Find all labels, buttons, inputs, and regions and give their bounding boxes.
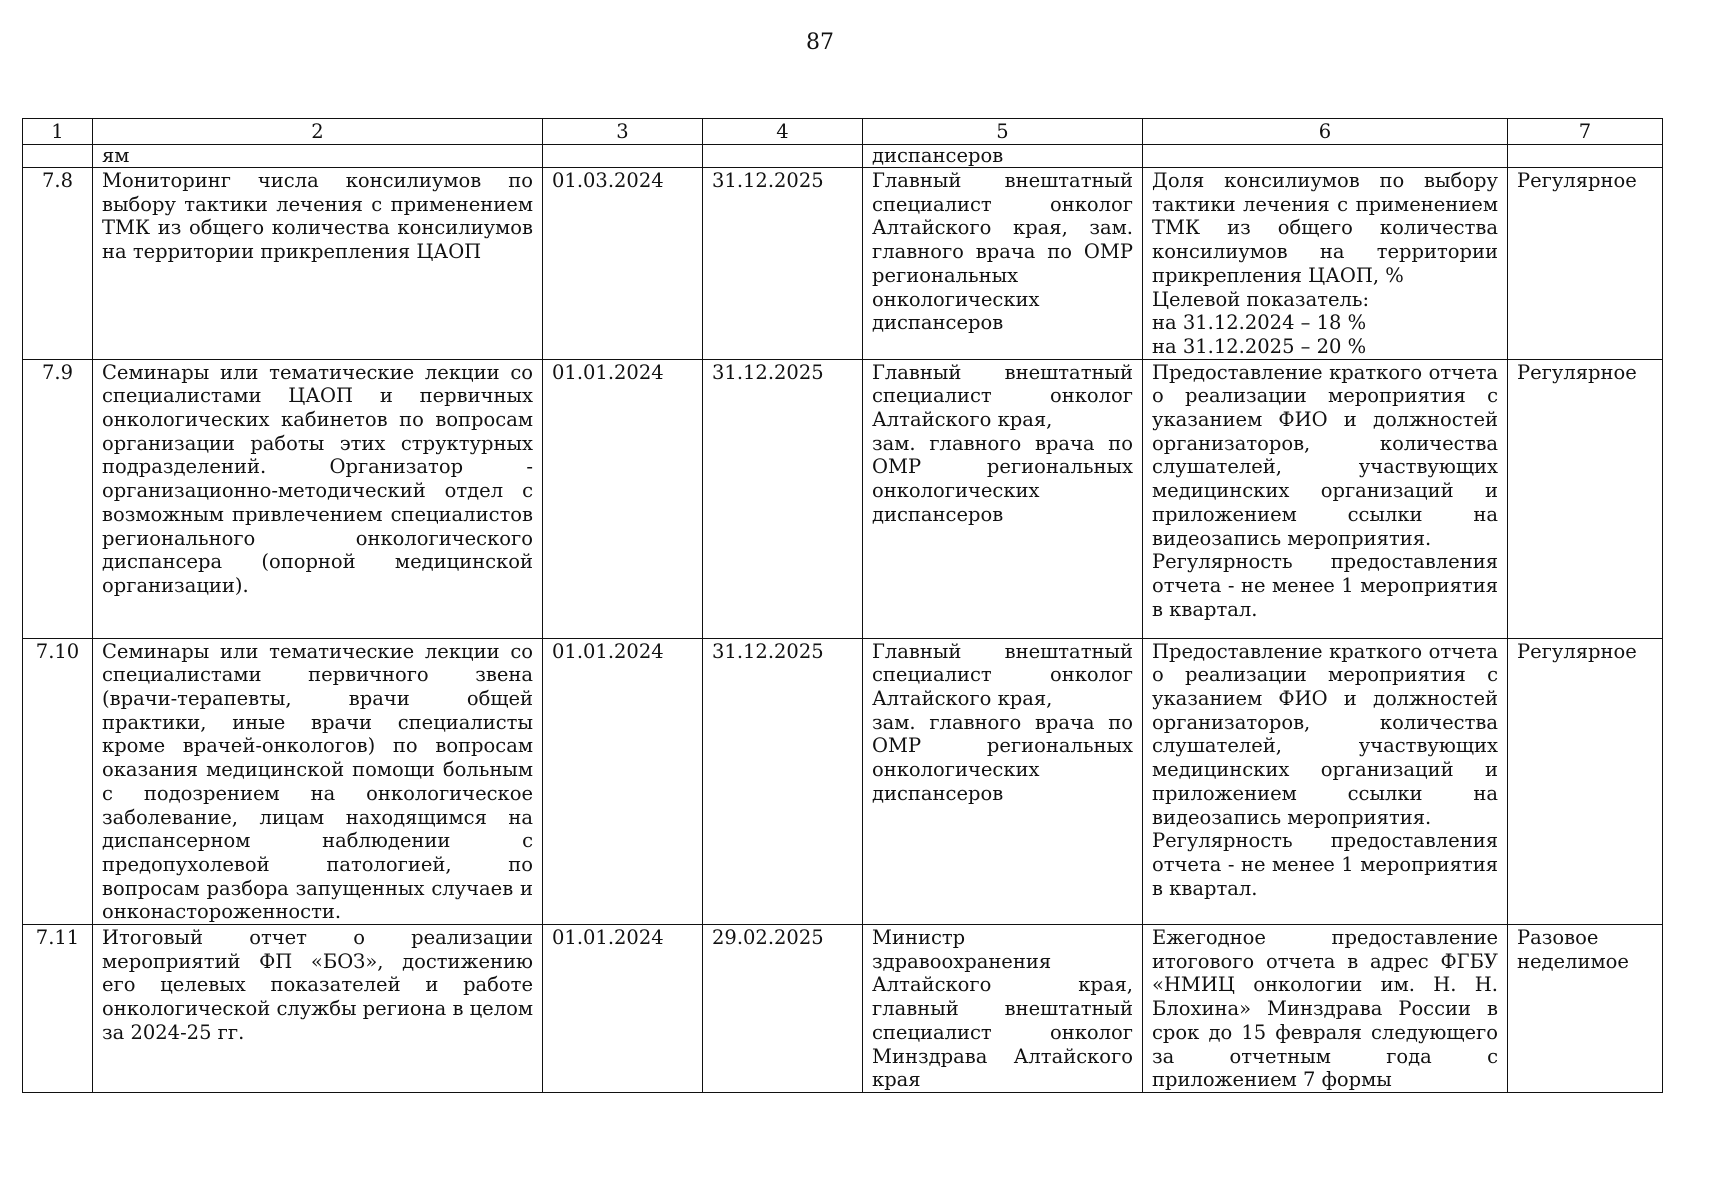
column-header: 4 [703,119,863,145]
result-indicator [1143,638,1508,924]
end-date: 31.12.2025 [703,168,863,360]
result-indicator [1143,359,1508,638]
responsible-line: Главный внештатный специалист онколог Алтайского края, [872,360,1133,432]
table-cell [543,145,703,168]
target-value: на 31.12.2025 – 20 % [1152,334,1367,358]
end-date: 31.12.2025 [703,638,863,924]
result-indicator: Ежегодное предоставление итогового отчета в адрес ФГБУ «НМИЦ онкологии им. Н. Н. Блохина» Минздрава России в срок до 15 февраля следующего за отчетным года с приложением 7 формы [1143,925,1508,1093]
table-row [23,925,1663,1093]
column-header: 6 [1143,119,1508,145]
end-date: 31.12.2025 [703,359,863,638]
table-row [23,168,1663,360]
column-header: 2 [93,119,543,145]
result-text: Предоставление краткого отчета о реализации мероприятия с указанием ФИО и должностей организаторов, количества слушателей, участвующих медицинских организаций и приложением ссылки на видеозапись мероприятия. [1152,639,1498,829]
start-date: 01.01.2024 [543,638,703,924]
start-date: 01.01.2024 [543,359,703,638]
measures-table [22,118,1663,1093]
measure-title: Итоговый отчет о реализации мероприятий ФП «БОЗ», достижению его целевых показателей и работе онкологической службы региона в целом за 2024-25 гг. [93,925,543,1093]
responsible-line: Главный внештатный специалист онколог Алтайского края, [872,639,1133,711]
measure-title: Семинары или тематические лекции со специалистами ЦАОП и первичных онкологических кабинетов по вопросам организации работы этих структурных подразделений. Организатор - организационно-методический отдел с возможным привлечением специалистов регионального онкологического диспансера (опорной медицинской организации). [93,359,543,638]
measure-type: Регулярное [1508,638,1663,924]
responsible: Министр здравоохранения Алтайского края, главный внештатный специалист онколог Минздрава Алтайского края [863,925,1143,1093]
measure-title: Мониторинг числа консилиумов по выбору тактики лечения с применением ТМК из общего количества консилиумов на территории прикрепления ЦАОП [93,168,543,360]
row-number: 7.9 [23,359,93,638]
continuation-row [23,145,1663,168]
page-number: 87 [806,30,834,55]
responsible-line: зам. главного врача по ОМР региональных онкологических диспансеров [872,431,1133,526]
row-number: 7.8 [23,168,93,360]
row-number: 7.11 [23,925,93,1093]
continuation-text: ям [93,145,543,168]
result-indicator [1143,168,1508,360]
result-text: Предоставление краткого отчета о реализации мероприятия с указанием ФИО и должностей организаторов, количества слушателей, участвующих медицинских организаций и приложением ссылки на видеозапись мероприятия. [1152,360,1498,550]
responsible-line: зам. главного врача по ОМР региональных онкологических диспансеров [872,710,1133,805]
table-cell [703,145,863,168]
measure-title: Семинары или тематические лекции со специалистами первичного звена (врачи-терапевты, врачи общей практики, иные врачи специалисты кроме врачей-онкологов) по вопросам оказания медицинской помощи больным с подозрением на онкологическое заболевание, лицам находящимся на диспансерном наблюдении с предопухолевой патологией, по вопросам разбора запущенных случаев и онконастороженности. [93,638,543,924]
table-cell [23,145,93,168]
column-header: 7 [1508,119,1663,145]
table-row [23,638,1663,924]
responsible: Главный внештатный специалист онколог Алтайского края, зам. главного врача по ОМР региональных онкологических диспансеров [863,168,1143,360]
responsible [863,359,1143,638]
target-value: на 31.12.2024 – 18 % [1152,311,1367,335]
responsible [863,638,1143,924]
table-cell [1143,145,1508,168]
table-row [23,359,1663,638]
table-cell [1508,145,1663,168]
column-numbers-row [23,119,1663,145]
row-number: 7.10 [23,638,93,924]
end-date: 29.02.2025 [703,925,863,1093]
result-regularity: Регулярность предоставления отчета - не менее 1 мероприятия в квартал. [1152,829,1498,900]
target-label: Целевой показатель: [1152,287,1370,311]
result-text: Доля консилиумов по выбору тактики лечения с применением ТМК из общего количества консилиумов на территории прикрепления ЦАОП, % [1152,169,1498,287]
column-header: 5 [863,119,1143,145]
measure-type: Регулярное [1508,359,1663,638]
continuation-text: диспансеров [863,145,1143,168]
start-date: 01.01.2024 [543,925,703,1093]
result-regularity: Регулярность предоставления отчета - не менее 1 мероприятия в квартал. [1152,550,1498,621]
column-header: 1 [23,119,93,145]
measure-type: Регулярное [1508,168,1663,360]
measure-type: Разовое неделимое [1508,925,1663,1093]
column-header: 3 [543,119,703,145]
start-date: 01.03.2024 [543,168,703,360]
